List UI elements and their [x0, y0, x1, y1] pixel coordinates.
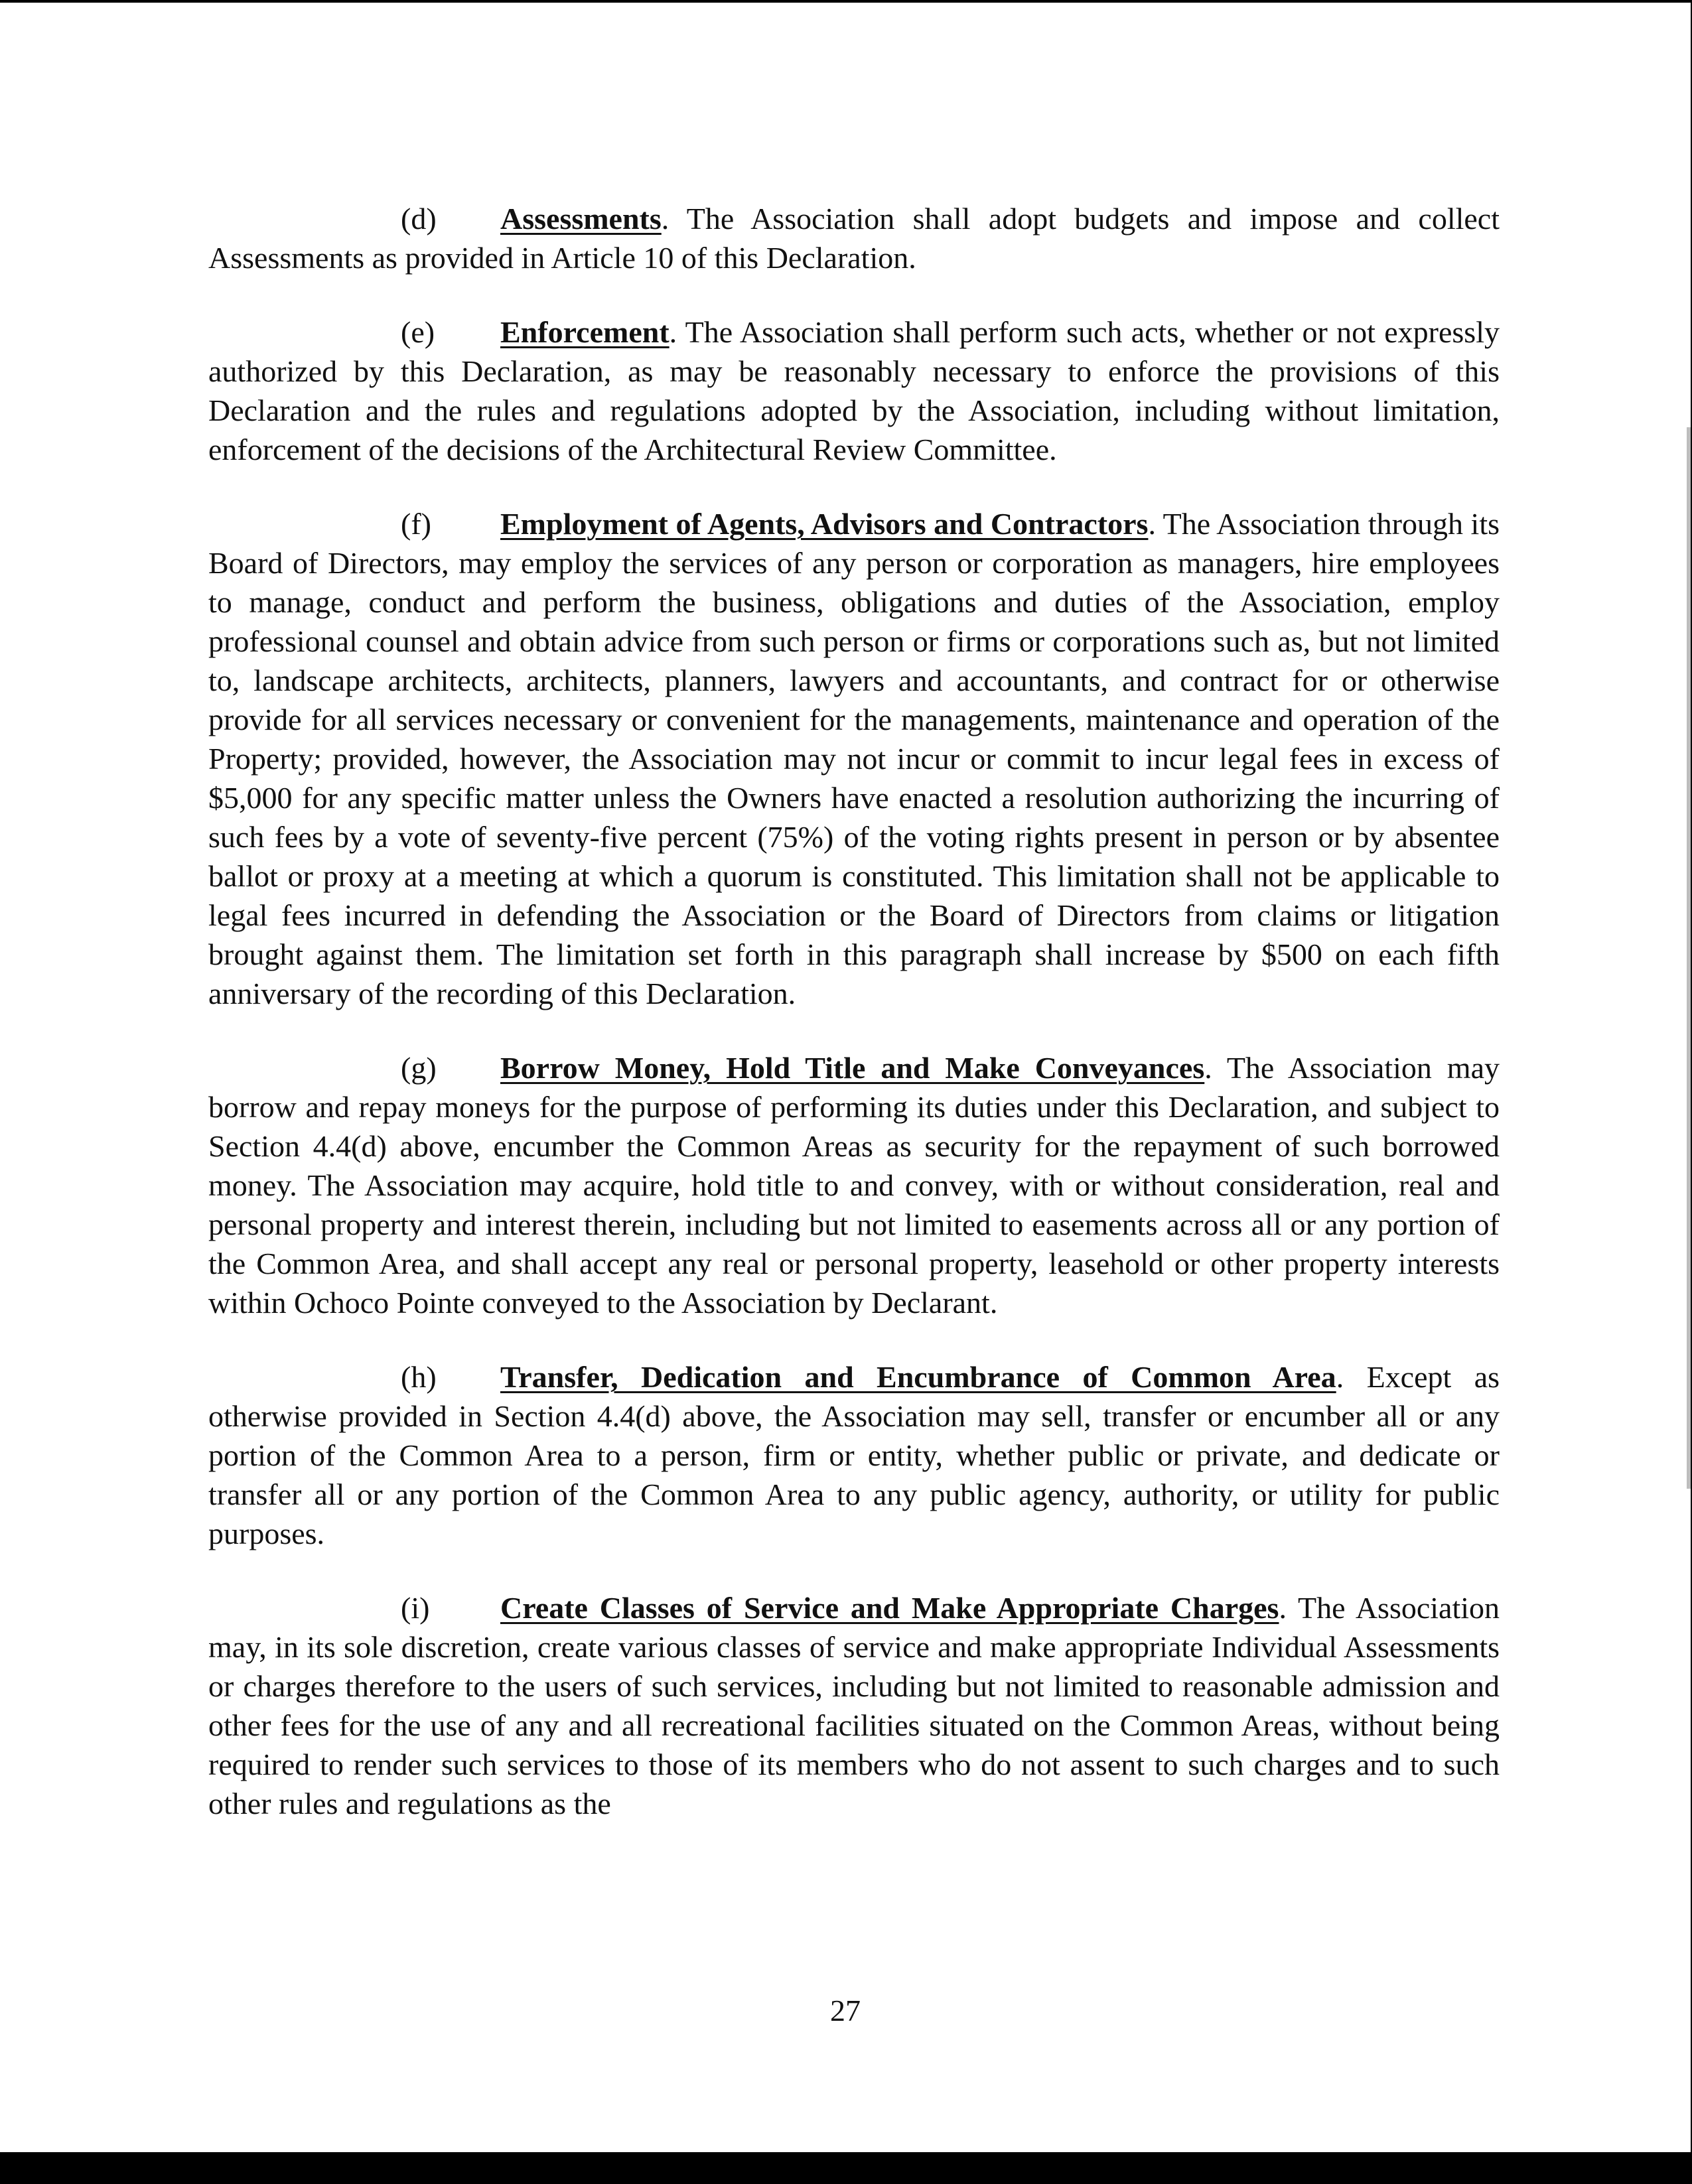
paragraph-heading: Assessments	[500, 202, 662, 236]
paragraph-heading: Transfer, Dedication and Encumbrance of Common Area	[500, 1360, 1336, 1394]
paragraph-marker: (e)	[401, 315, 435, 349]
paragraph-text: . The Association shall adopt budgets and impose and collect Assessments as provided in Article 10 of this Declaration.	[208, 202, 1500, 275]
paragraph-heading: Enforcement	[500, 315, 670, 349]
paragraph-marker: (i)	[401, 1591, 430, 1625]
paragraph-text: . Except as otherwise provided in Section 4.4(d) above, the Association may sell, transfer or encumber all or any portion of the Common Area to a person, firm or entity, whether public or private, and dedicate or transfer all or any portion of the Common Area to any public agency, authority, or utility for public purposes.	[208, 1360, 1500, 1550]
paragraph-text: . The Association may borrow and repay moneys for the purpose of performing its duties under this Declaration, and subject to Section 4.4(d) above, encumber the Common Areas as security for the repayment of such borrowed money. The Association may acquire, hold title to and convey, with or without consideration, real and personal property and interest therein, including but not limited to easements across all or any portion of the Common Area, and shall accept any real or personal property, leasehold or other property interests within Ochoco Pointe conveyed to the Association by Declarant.	[208, 1051, 1500, 1320]
paragraph-marker: (h)	[401, 1360, 437, 1394]
paragraph-heading: Create Classes of Service and Make Appropriate Charges	[500, 1591, 1279, 1625]
paragraph-marker: (d)	[401, 202, 437, 236]
scan-edge-shadow	[1687, 427, 1691, 1489]
paragraph-heading: Employment of Agents, Advisors and Contractors	[500, 507, 1149, 541]
paragraph-text: . The Association through its Board of Directors, may employ the services of any person or corporation as managers, hire employees to manage, conduct and perform the business, obligations and duties of the Association, employ professional counsel and obtain advice from such person or firms or corporations such as, but not limited to, landscape architects, architects, planners, lawyers and accountants, and contract for or otherwise provide for all services necessary or convenient for the managements, maintenance and operation of the Property; provided, however, the Association may not incur or commit to incur legal fees in excess of $5,000 for any specific matter unless the Owners have enacted a resolution authorizing the incurring of such fees by a vote of seventy-five percent (75%) of the voting rights present in person or by absentee ballot or proxy at a meeting at which a quorum is constituted. This limitation shall not be applicable to legal fees incurred in defending the Association or the Board of Directors from claims or litigation brought against them. The limitation set forth in this paragraph shall increase by $500 on each fifth anniversary of the recording of this Declaration.	[208, 507, 1500, 1010]
paragraph-marker: (g)	[401, 1051, 437, 1085]
page-number: 27	[830, 1994, 861, 2027]
paragraph-i	[208, 1588, 1500, 1823]
paragraph-e	[208, 312, 1500, 469]
paragraph-text: . The Association shall perform such acts, whether or not expressly authorized by this Declaration, as may be reasonably necessary to enforce the provisions of this Declaration and the rules and regulations adopted by the Association, including without limitation, enforcement of the decisions of the Architectural Review Committee.	[208, 315, 1500, 466]
paragraph-f	[208, 504, 1500, 1013]
paragraph-marker: (f)	[401, 507, 431, 541]
document-body	[208, 199, 1500, 1858]
paragraph-g	[208, 1048, 1500, 1322]
paragraph-text: . The Association may, in its sole discretion, create various classes of service and make appropriate Individual Assessments or charges therefore to the users of such services, including but not limited to reasonable admission and other fees for the use of any and all recreational facilities situated on the Common Areas, without being required to render such services to those of its members who do not assent to such charges and to such other rules and regulations as the	[208, 1591, 1500, 1820]
paragraph-d	[208, 199, 1500, 277]
paragraph-h	[208, 1357, 1500, 1553]
paragraph-heading: Borrow Money, Hold Title and Make Conveyances	[500, 1051, 1205, 1085]
